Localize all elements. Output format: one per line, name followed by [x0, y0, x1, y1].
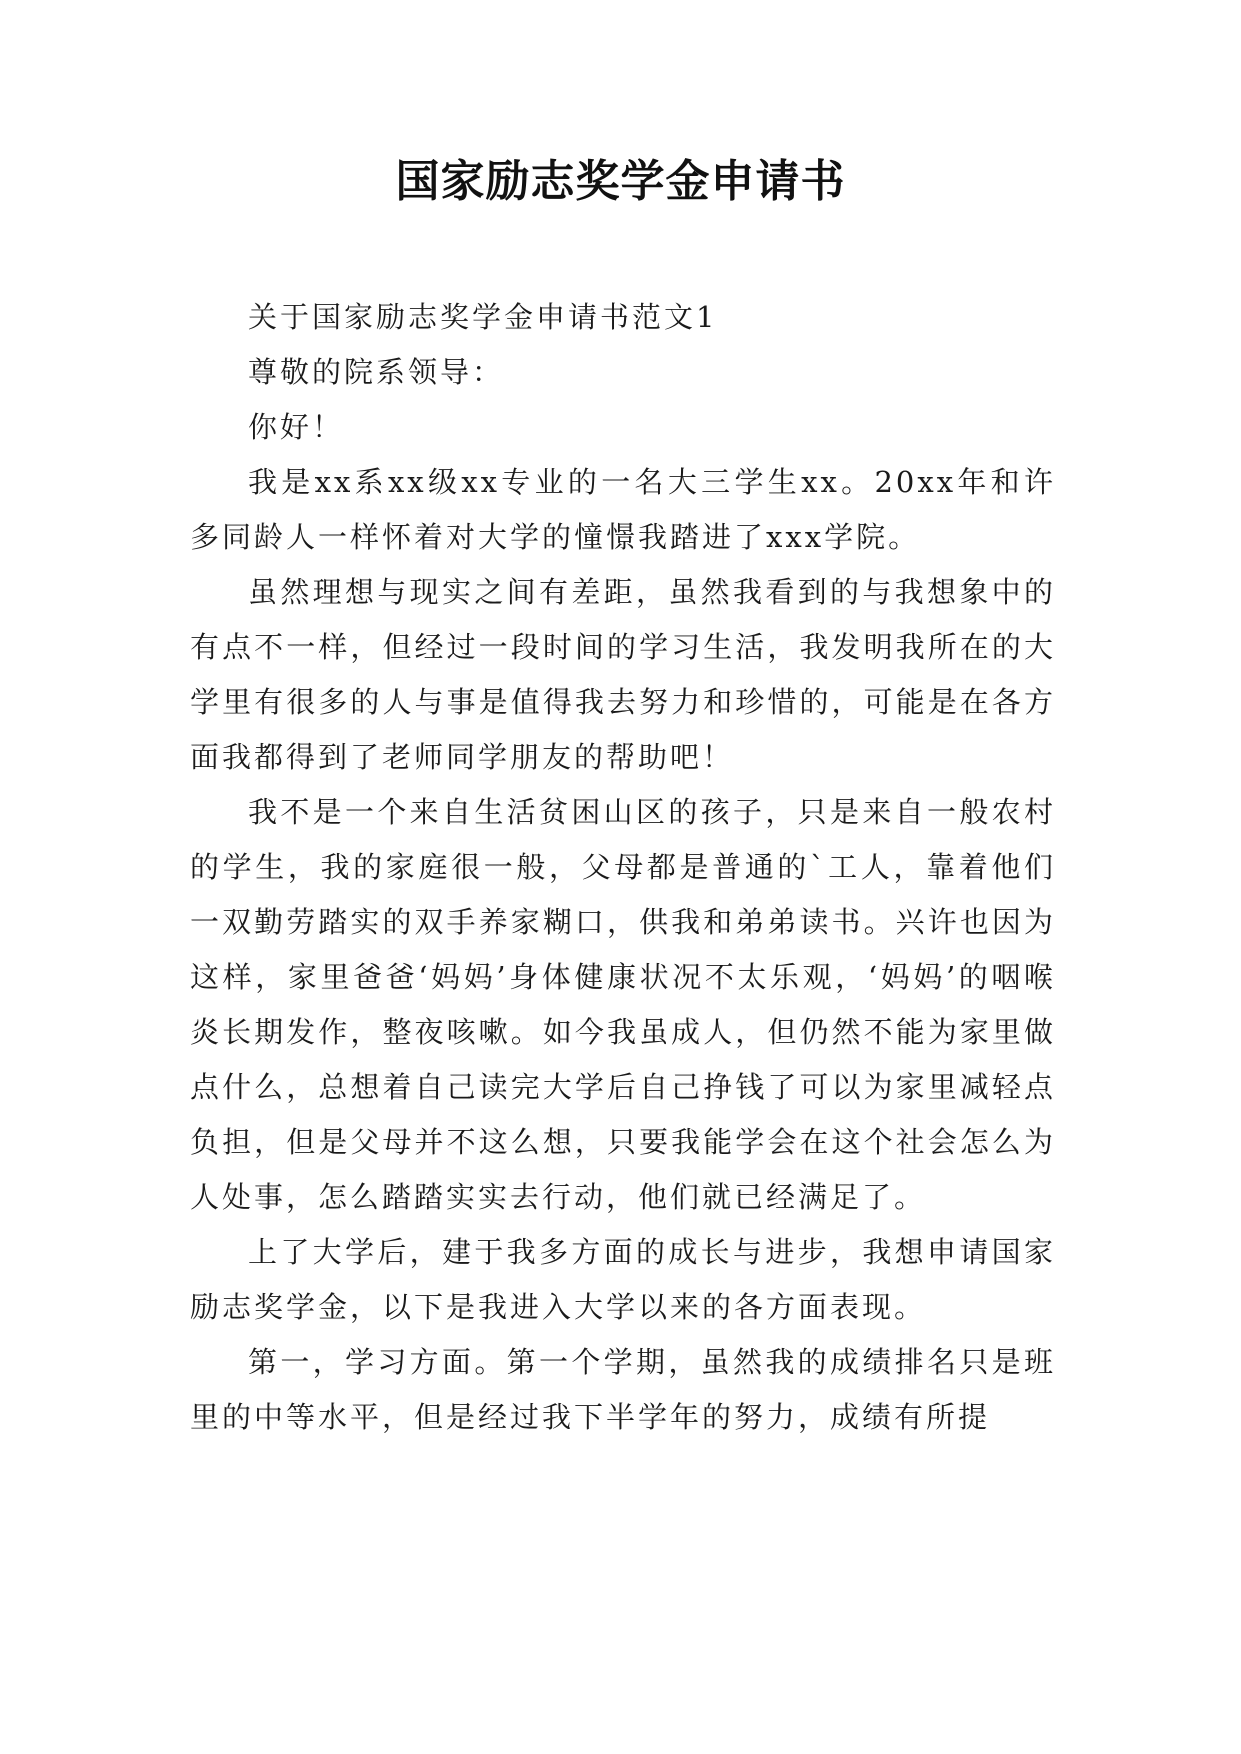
document-body [190, 290, 1056, 1445]
body-paragraph: 上了大学后，建于我多方面的成长与进步，我想申请国家励志奖学金，以下是我进入大学以来的各方面表现。 [190, 1235, 1056, 1324]
greeting-paragraph: 你好！ [248, 410, 345, 444]
body-paragraph: 我是xx系xx级xx专业的一名大三学生xx。20xx年和许多同龄人一样怀着对大学的憧憬我踏进了xxx学院。 [190, 465, 1056, 554]
salutation-paragraph: 尊敬的院系领导： [248, 355, 505, 389]
body-paragraph: 第一，学习方面。第一个学期，虽然我的成绩排名只是班里的中等水平，但是经过我下半学年的努力，成绩有所提 [190, 1345, 1056, 1434]
body-paragraph: 虽然理想与现实之间有差距，虽然我看到的与我想象中的有点不一样，但经过一段时间的学习生活，我发明我所在的大学里有很多的人与事是值得我去努力和珍惜的，可能是在各方面我都得到了老师同学朋友的帮助吧！ [190, 575, 1056, 774]
document-title: 国家励志奖学金申请书 [395, 156, 846, 207]
subtitle-paragraph: 关于国家励志奖学金申请书范文1 [248, 300, 718, 334]
body-paragraph: 我不是一个来自生活贫困山区的孩子，只是来自一般农村的学生，我的家庭很一般，父母都是普通的`工人，靠着他们一双勤劳踏实的双手养家糊口，供我和弟弟读书。兴许也因为这样，家里爸爸‘妈妈’身体健康状况不太乐观，‘妈妈’的咽喉炎长期发作，整夜咳嗽。如今我虽成人，但仍然不能为家里做点什么，总想着自己读完大学后自己挣钱了可以为家里减轻点负担，但是父母并不这么想，只要我能学会在这个社会怎么为人处事，怎么踏踏实实去行动，他们就已经满足了。 [190, 795, 1056, 1214]
